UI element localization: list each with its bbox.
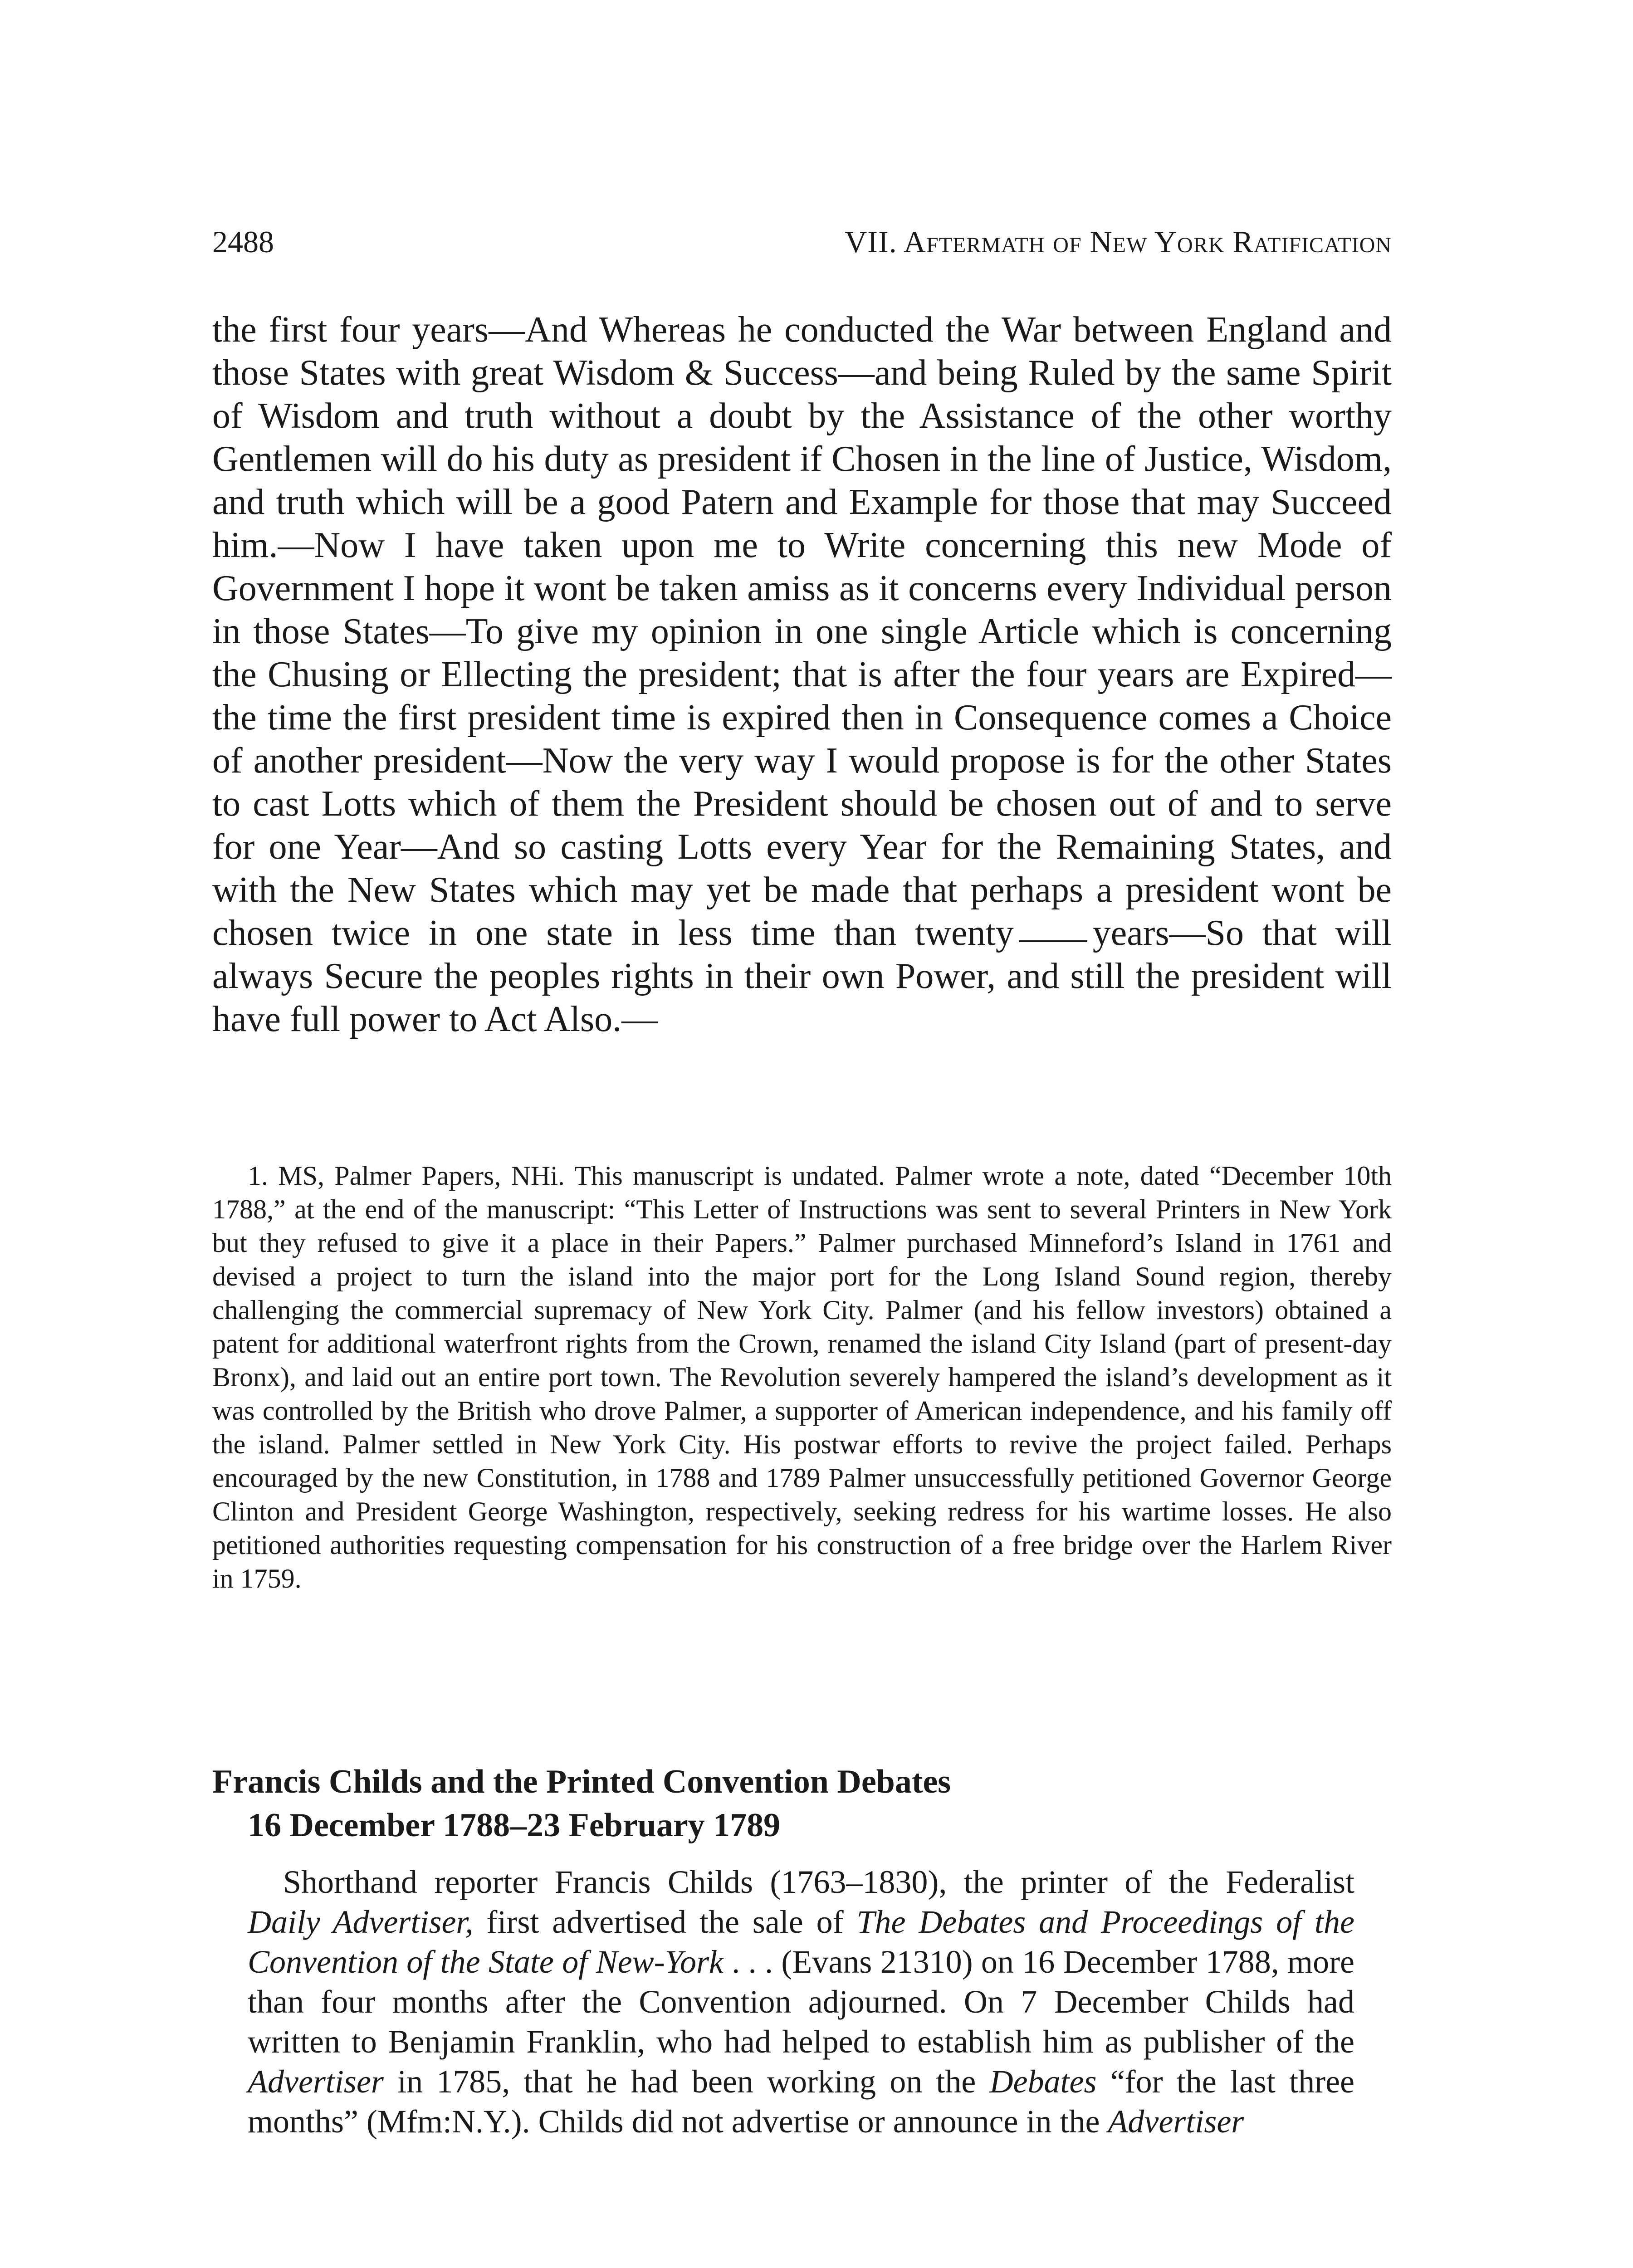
letter-text-main: the first four years—And Whereas he conducted the War between England and those States with great Wisdom & Success—and being Ruled by the same Spirit of Wisdom and truth without a doubt by the Assistance of the other worthy Gentlemen will do his duty as president if Chosen in the line of Justice, Wisdom, and truth which will be a good Patern and Example for those that may Succeed him.—Now I have taken upon me to Write concerning this new Mode of Government I hope it wont be taken amiss as it concerns every Individual person in those States—To give my opinion in one single Article which is concerning the Chusing or Ellecting the president; that is after the four years are Expired—the time the first president time is expired then in Consequence comes a Choice of another president—Now the very way I would propose is for the other States to cast Lotts which of them the President should be chosen out of and to serve for one Year—And so casting Lotts every Year for the Remaining States, and with the New States which may yet be made that perhaps a president wont be chosen twice in one state in less time than twenty	[212, 310, 1392, 953]
letter-text-end: years—So that will always Secure the peoples rights in their own Power, and still the president will have full power to Act Also.—	[212, 913, 1392, 1039]
intro-part-3: . . . (Evans 21310) on 16 December 1788, more than four months after the Convention adjourned. On 7 December Childs had written to Benjamin Franklin, who had helped to establish him as publisher of the	[248, 1944, 1354, 2060]
blank-line	[1019, 940, 1087, 942]
footnote: 1. MS, Palmer Papers, NHi. This manuscript is undated. Palmer wrote a note, dated “December 10th 1788,” at the end of the manuscript: “This Letter of Instructions was sent to several Printers in New York but they refused to give it a place in their Papers.” Palmer purchased Minneford’s Island in 1761 and devised a project to turn the island into the major port for the Long Island Sound region, thereby challenging the commercial supremacy of New York City. Palmer (and his fellow investors) obtained a patent for additional waterfront rights from the Crown, renamed the island City Island (part of present-day Bronx), and laid out an entire port town. The Revolution severely hampered the island’s development as it was controlled by the British who drove Palmer, a supporter of American independence, and his family off the island. Palmer settled in New York City. His postwar efforts to revive the project failed. Perhaps encouraged by the new Constitution, in 1788 and 1789 Palmer unsuccessfully petitioned Governor George Clinton and President George Washington, respectively, seeking redress for his wartime losses. He also petitioned authorities requesting compensation for his construction of a free bridge over the Harlem River in 1759.	[212, 1161, 1392, 1593]
section-heading	[212, 1760, 1392, 1847]
letter-text	[212, 308, 1392, 1041]
intro-part-4: in 1785, that he had been working on the	[383, 2063, 990, 2100]
section-heading-title: Francis Childs and the Printed Convention Debates	[212, 1763, 951, 1800]
intro-part-1: Shorthand reporter Francis Childs (1763–1830), the printer of the Federalist	[283, 1864, 1354, 1900]
intro-part-2: first advertised the sale of	[473, 1904, 857, 1940]
running-section-title: VII. Aftermath of New York Ratification	[845, 225, 1392, 259]
section-heading-dates: 16 December 1788–23 February 1789	[248, 1807, 781, 1844]
intro-italic-advertiser-end: Advertiser	[1108, 2103, 1244, 2140]
intro-italic-debates: Debates	[989, 2063, 1097, 2100]
intro-italic-debates-title: The Debates and Proceedings of the Convention of the State of New-York	[248, 1904, 1354, 1980]
intro-part-5: “for the last three months” (Mfm:N.Y.). Childs did not advertise or announce in the	[248, 2063, 1355, 2140]
page-number: 2488	[212, 225, 274, 259]
intro-italic-daily-advertiser: Daily Advertiser,	[248, 1904, 474, 1940]
intro-paragraph	[248, 1862, 1354, 2141]
intro-italic-advertiser: Advertiser	[248, 2063, 384, 2100]
running-head	[212, 221, 1392, 262]
